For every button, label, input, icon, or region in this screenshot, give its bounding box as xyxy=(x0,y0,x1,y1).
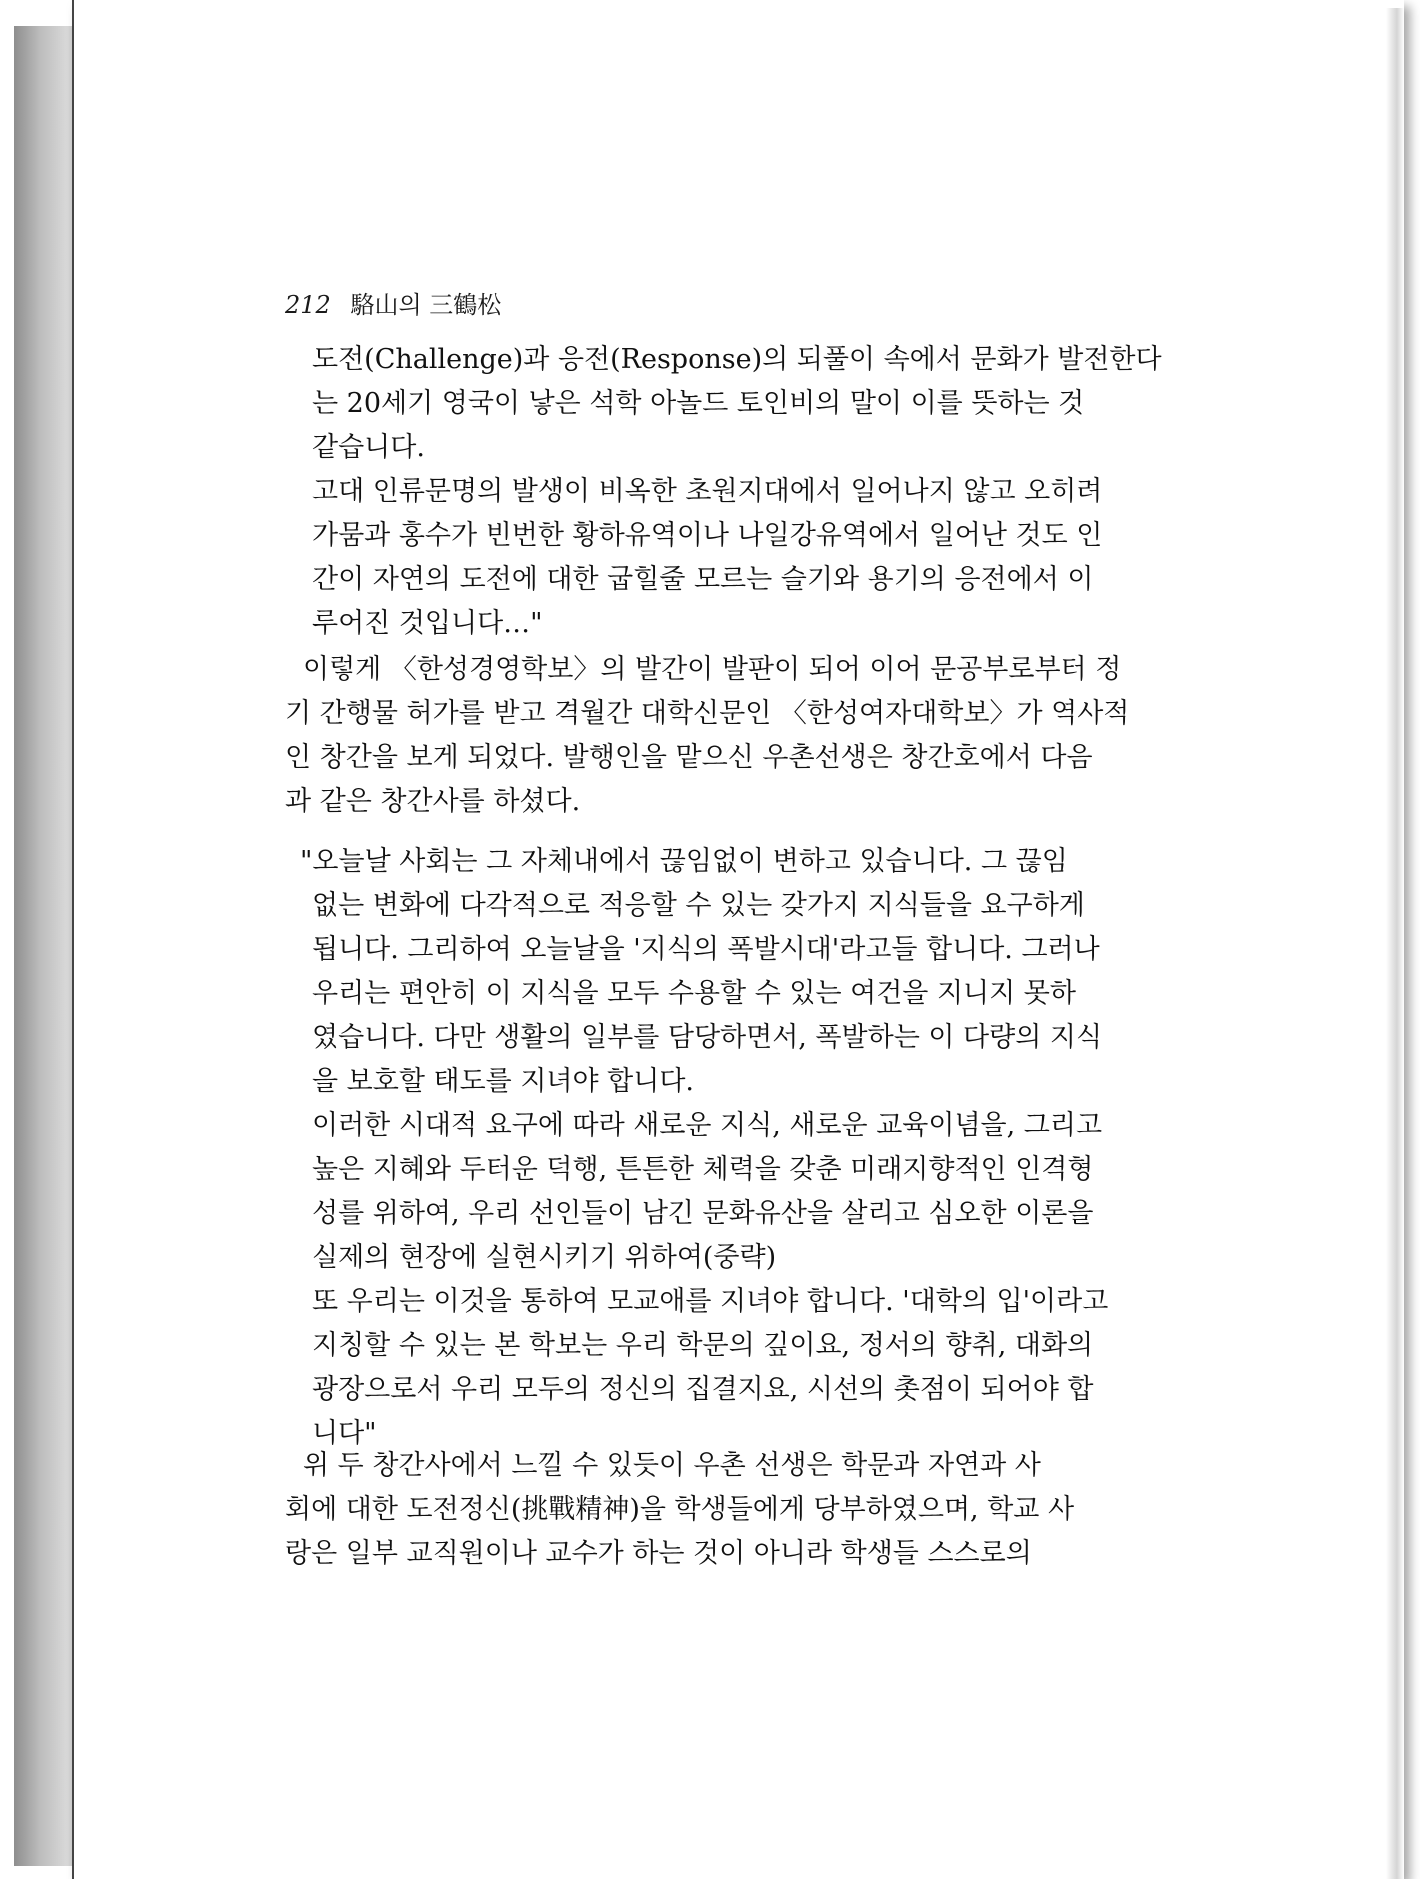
text-line: 이렇게 〈한성경영학보〉의 발간이 발판이 되어 이어 문공부로부터 정 xyxy=(303,654,1122,685)
text-line: 간이 자연의 도전에 대한 굽힐줄 모르는 슬기와 용기의 응전에서 이 xyxy=(312,564,1094,595)
quote-block-1 xyxy=(0,338,1162,646)
text-line: 랑은 일부 교직원이나 교수가 하는 것이 아니라 학생들 스스로의 xyxy=(285,1538,1032,1569)
text-line: "오늘날 사회는 그 자체내에서 끊임없이 변하고 있습니다. 그 끊임 xyxy=(300,846,1068,877)
text-line: 기 간행물 허가를 받고 격월간 대학신문인 〈한성여자대학보〉가 역사적 xyxy=(285,698,1130,729)
text-line: 회에 대한 도전정신(挑戰精神)을 학생들에게 당부하였으며, 학교 사 xyxy=(285,1494,1075,1525)
text-line: 높은 지혜와 두터운 덕행, 튼튼한 체력을 갖춘 미래지향적인 인격형 xyxy=(312,1154,1094,1185)
text-line: 도전(Challenge)과 응전(Response)의 되풀이 속에서 문화가 발전한다 xyxy=(312,344,1162,375)
text-line: 였습니다. 다만 생활의 일부를 담당하면서, 폭발하는 이 다량의 지식 xyxy=(312,1022,1103,1053)
text-line: 또 우리는 이것을 통하여 모교애를 지녀야 합니다. '대학의 입'이라고 xyxy=(312,1286,1109,1317)
quote-block-2 xyxy=(0,840,1108,1456)
text-line: 실제의 현장에 실현시키기 위하여(중략) xyxy=(312,1242,777,1273)
text-line: 인 창간을 보게 되었다. 발행인을 맡으신 우촌선생은 창간호에서 다음 xyxy=(285,742,1093,773)
text-line: 광장으로서 우리 모두의 정신의 집결지요, 시선의 촛점이 되어야 합 xyxy=(312,1374,1094,1405)
page-edge-shadow xyxy=(1386,8,1404,1879)
text-line: 위 두 창간사에서 느낄 수 있듯이 우촌 선생은 학문과 자연과 사 xyxy=(303,1450,1041,1481)
text-line: 는 20세기 영국이 낳은 석학 아놀드 토인비의 말이 이를 뜻하는 것 xyxy=(312,388,1085,419)
text-line: 과 같은 창간사를 하셨다. xyxy=(285,786,581,817)
paragraph-1 xyxy=(0,648,1129,824)
text-line: 성를 위하여, 우리 선인들이 남긴 문화유산을 살리고 심오한 이론을 xyxy=(312,1198,1094,1229)
text-line: 고대 인류문명의 발생이 비옥한 초원지대에서 일어나지 않고 오히려 xyxy=(312,476,1103,507)
text-line: 우리는 편안히 이 지식을 모두 수용할 수 있는 여건을 지니지 못하 xyxy=(312,978,1076,1009)
text-line: 을 보호할 태도를 지녀야 합니다. xyxy=(312,1066,694,1097)
book-title: 駱山의 三鶴松 xyxy=(350,291,502,319)
paragraph-2 xyxy=(0,1444,1074,1576)
text-line: 루어진 것입니다…" xyxy=(312,608,543,639)
text-line: 지칭할 수 있는 본 학보는 우리 학문의 깊이요, 정서의 향취, 대화의 xyxy=(312,1330,1094,1361)
text-line: 니다" xyxy=(312,1418,377,1449)
text-line: 가뭄과 홍수가 빈번한 황하유역이나 나일강유역에서 일어난 것도 인 xyxy=(312,520,1103,551)
running-header xyxy=(285,285,501,320)
text-line: 없는 변화에 다각적으로 적응할 수 있는 갖가지 지식들을 요구하게 xyxy=(312,890,1085,921)
text-line: 같습니다. xyxy=(312,432,425,463)
text-line: 됩니다. 그리하여 오늘날을 '지식의 폭발시대'라고들 합니다. 그러나 xyxy=(312,934,1100,965)
text-line: 이러한 시대적 요구에 따라 새로운 지식, 새로운 교육이념을, 그리고 xyxy=(312,1110,1103,1141)
page-number: 212 xyxy=(285,291,331,319)
